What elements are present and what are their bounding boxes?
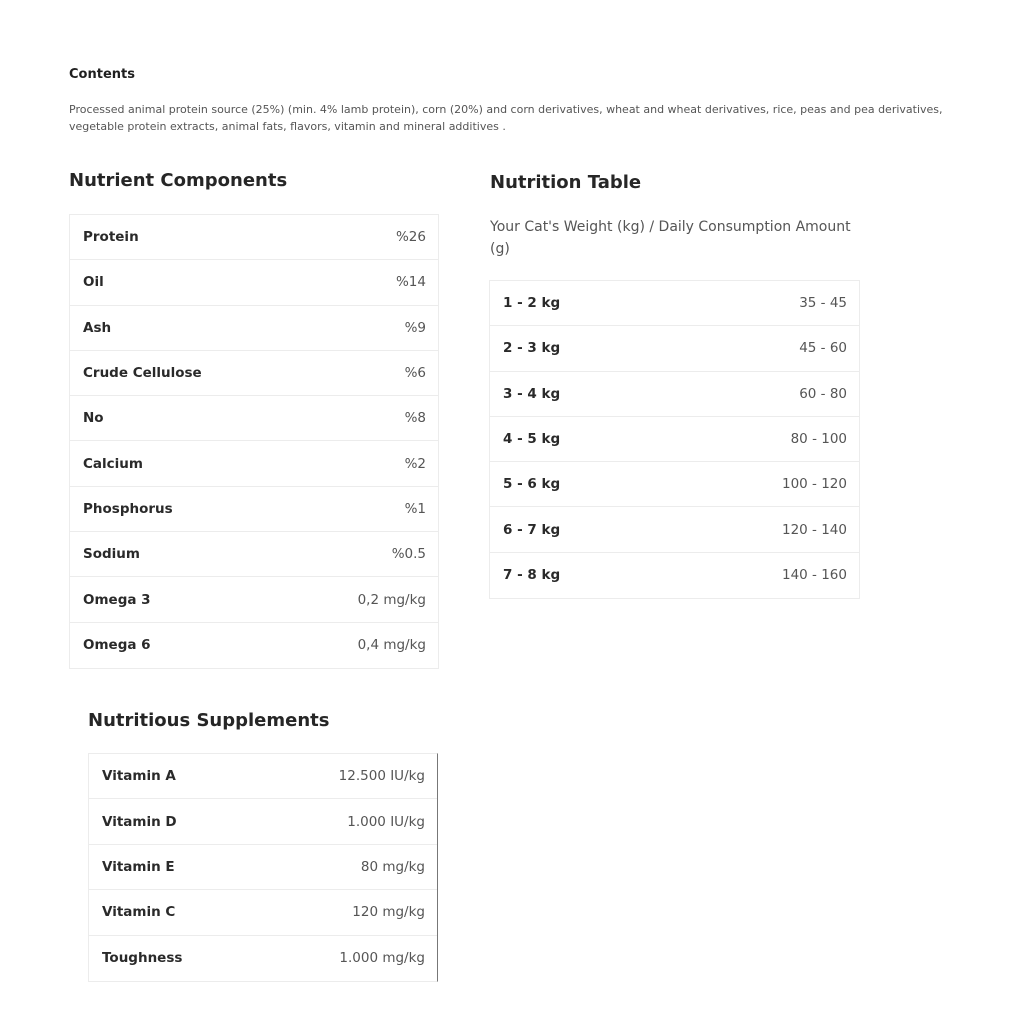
row-label: 2 - 3 kg [503, 340, 561, 357]
row-value: %9 [404, 319, 426, 336]
table-row [89, 754, 437, 799]
row-label: Phosphorus [83, 500, 173, 517]
row-label: Vitamin D [102, 813, 177, 830]
row-value: 1.000 IU/kg [347, 813, 425, 830]
row-value: 45 - 60 [799, 340, 847, 357]
row-label: Ash [83, 319, 112, 336]
table-row [490, 326, 859, 371]
row-value: 140 - 160 [782, 567, 847, 584]
table-row [70, 351, 438, 396]
table-row [70, 532, 438, 577]
row-value: 12.500 IU/kg [338, 768, 425, 785]
row-value: %14 [395, 274, 426, 291]
table-row [490, 462, 859, 507]
table-row [70, 441, 438, 486]
nutrition-table-heading: Nutrition Table [490, 172, 642, 193]
row-value: %0.5 [391, 546, 426, 563]
row-label: Vitamin C [102, 904, 176, 921]
table-row [490, 417, 859, 462]
table-row [70, 577, 438, 622]
table-row [89, 936, 437, 981]
row-label: 5 - 6 kg [503, 476, 561, 493]
row-label: Crude Cellulose [83, 365, 202, 382]
row-value: 80 mg/kg [360, 858, 425, 875]
row-value: 1.000 mg/kg [339, 950, 425, 967]
row-label: 6 - 7 kg [503, 521, 561, 538]
table-row [490, 372, 859, 417]
table-row [490, 553, 859, 598]
row-value: 0,2 mg/kg [357, 591, 426, 608]
row-label: Omega 3 [83, 591, 151, 608]
table-row [70, 260, 438, 305]
row-value: 35 - 45 [799, 295, 847, 312]
table-row [89, 890, 437, 935]
table-row [70, 396, 438, 441]
row-value: 100 - 120 [782, 476, 847, 493]
row-value: %8 [404, 410, 426, 427]
table-row [490, 507, 859, 552]
row-label: 3 - 4 kg [503, 385, 561, 402]
nutritious-supplements-table [88, 753, 438, 982]
table-row [70, 215, 438, 260]
row-value: %2 [404, 455, 426, 472]
row-label: Protein [83, 229, 139, 246]
row-label: Toughness [102, 950, 183, 967]
row-label: Vitamin A [102, 768, 176, 785]
nutrition-table [489, 280, 860, 599]
table-row [490, 281, 859, 326]
row-value: %1 [404, 500, 426, 517]
row-value: %26 [395, 229, 426, 246]
table-row [70, 487, 438, 532]
row-label: Sodium [83, 546, 140, 563]
row-value: 0,4 mg/kg [357, 637, 426, 654]
nutrition-table-subtitle: Your Cat's Weight (kg) / Daily Consumption Amount (g) [490, 219, 851, 257]
nutritious-supplements-heading: Nutritious Supplements [88, 710, 330, 731]
row-value: %6 [404, 365, 426, 382]
row-label: Oil [83, 274, 104, 291]
row-label: 4 - 5 kg [503, 431, 561, 448]
row-label: Vitamin E [102, 858, 175, 875]
row-value: 120 mg/kg [352, 904, 425, 921]
row-label: No [83, 410, 104, 427]
row-label: Calcium [83, 455, 143, 472]
contents-heading: Contents [69, 67, 135, 82]
row-value: 60 - 80 [799, 385, 847, 402]
table-row [89, 845, 437, 890]
row-value: 120 - 140 [782, 521, 847, 538]
contents-description: Processed animal protein source (25%) (min. 4% lamb protein), corn (20%) and corn derivatives, wheat and wheat derivatives, rice, peas and pea derivatives, vegetable protein extracts, animal fats, flavors, vitamin and mineral additives . [69, 103, 943, 133]
nutrient-components-heading: Nutrient Components [69, 170, 288, 191]
row-label: Omega 6 [83, 637, 151, 654]
nutrient-components-table [69, 214, 439, 669]
table-row [70, 306, 438, 351]
table-row [70, 623, 438, 668]
row-label: 7 - 8 kg [503, 567, 561, 584]
row-label: 1 - 2 kg [503, 295, 561, 312]
row-value: 80 - 100 [790, 431, 847, 448]
table-row [89, 799, 437, 844]
